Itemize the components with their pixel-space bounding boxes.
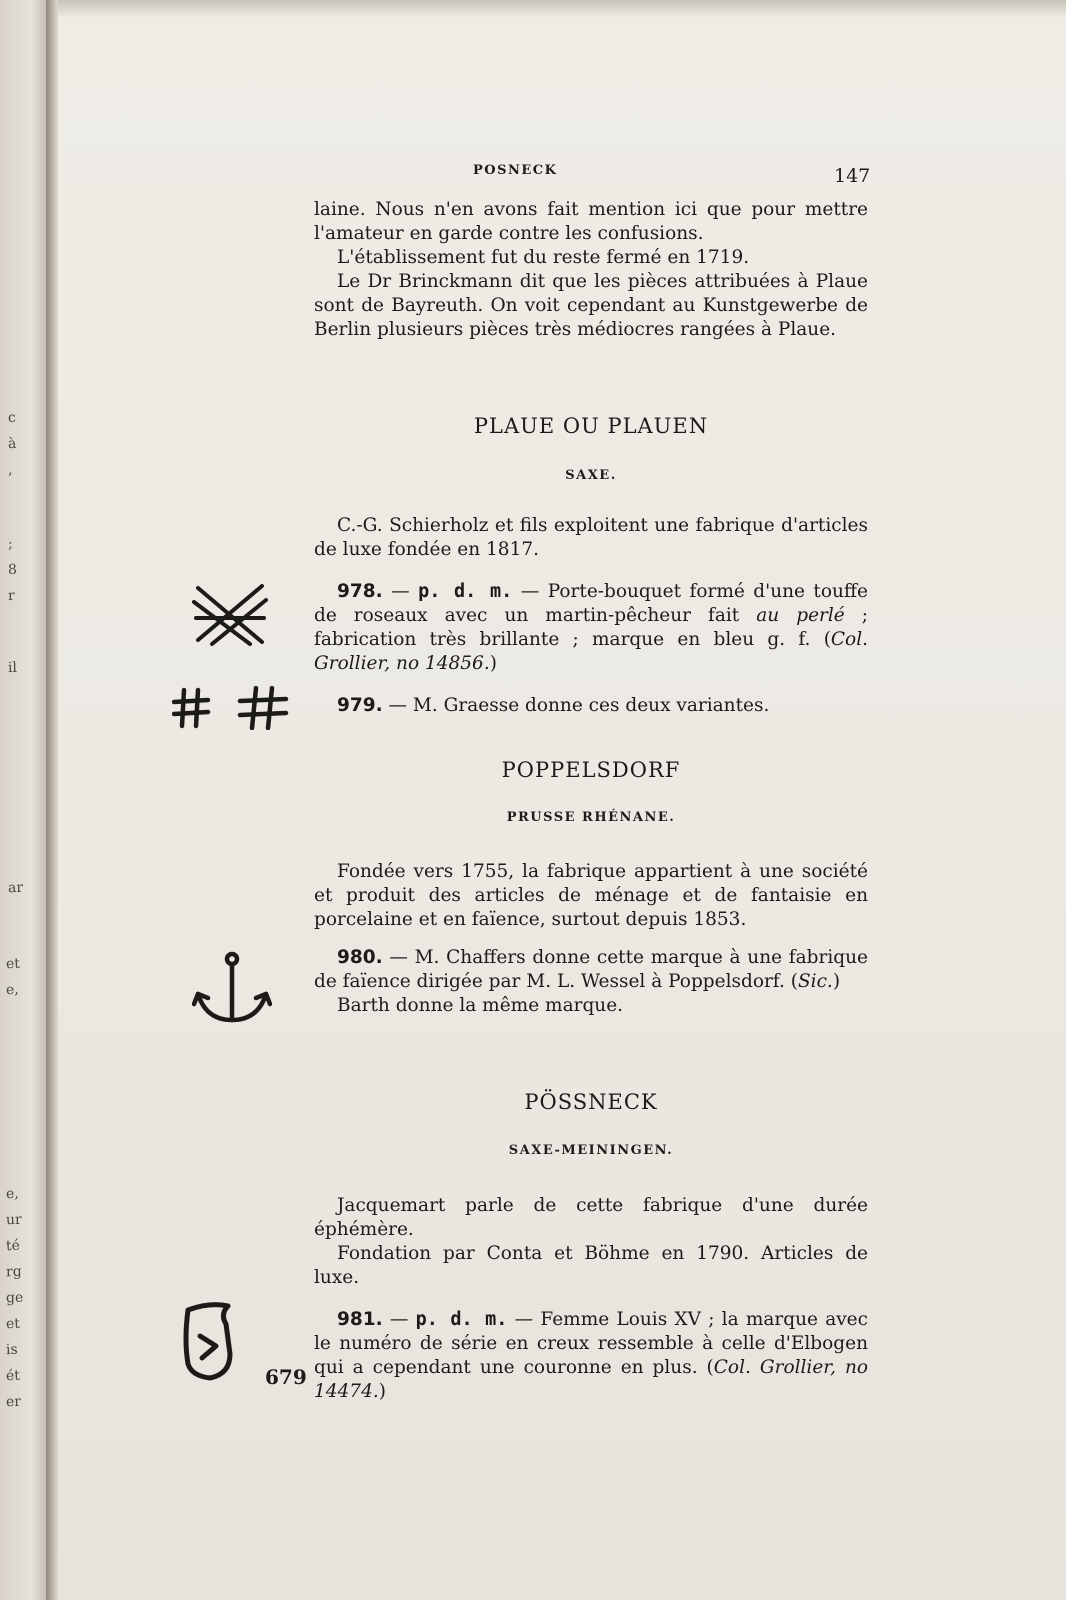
intro-paragraph-2: L'établissement fut du reste fermé en 1719. — [337, 247, 750, 268]
region-saxe: SAXE. — [565, 468, 617, 483]
page-number: 147 — [834, 165, 871, 187]
entry-978: 978. — p. d. m. — Porte-bouquet formé d'une touffe de roseaux avec un martin-pêcheur fait au perlé ; fabrication très brillante ; marque en bleu g. f. (Col. Grollier, no 14856.) — [314, 581, 869, 674]
entry-980: 980. — M. Chaffers donne cette marque à une fabrique de faïence dirigée par M. L. Wessel à Poppelsdorf. (Sic.) Barth donne la même marque. — [314, 947, 868, 1016]
barth-note: Barth donne la même marque. — [337, 995, 624, 1016]
hash-variant-marks-icon — [172, 686, 292, 730]
entry-981: 981. — p. d. m. — Femme Louis XV ; la marque avec le numéro de série en creux ressemble à celle d'Elbogen qui a cependant une couronne en plus. (Col. Grollier, no 14474.) — [314, 1309, 869, 1402]
running-head: POSNECK — [473, 163, 558, 178]
region-prusse-rhenane: PRUSSE RHÉNANE. — [506, 810, 676, 825]
poppelsdorf-paragraph: Fondée vers 1755, la fabrique appartient à une société et produit des articles de ménage et de fantaisie en porcelaine et en faïence, surtout depuis 1853. — [314, 861, 868, 930]
possneck-paragraphs: Jacquemart parle de cette fabrique d'une durée éphémère. Fondation par Conta et Böhme en 1790. Articles de luxe. — [314, 1195, 868, 1288]
intro-text — [314, 198, 868, 342]
intro-paragraph-1: laine. Nous n'en avons fait mention ici que pour mettre l'amateur en garde contre les confusions. — [314, 199, 868, 244]
heading-poppelsdorf: POPPELSDORF — [501, 758, 681, 782]
heading-plaue: PLAUE OU PLAUEN — [473, 414, 709, 438]
left-page-fragments: c à , ; 8 r il ar et e, e, ur té rg ge et is ét er — [5, 409, 24, 1411]
heading-possneck: PÖSSNECK — [524, 1090, 658, 1114]
crossed-reeds-mark-icon — [190, 580, 270, 650]
region-saxe-meiningen: SAXE-MEININGEN. — [508, 1143, 674, 1158]
anchor-mark-icon — [192, 950, 272, 1030]
shield-mark-icon — [180, 1300, 244, 1384]
page-top-edge — [58, 0, 1066, 18]
serial-number-mark: 679 — [265, 1365, 307, 1389]
entry-979: 979. — M. Graesse donne ces deux variantes. — [337, 695, 770, 716]
intro-paragraph-3: Le Dr Brinckmann dit que les pièces attribuées à Plaue sont de Bayreuth. On voit cependant au Kunstgewerbe de Berlin plusieurs pièces très médiocres rangées à Plaue. — [314, 271, 868, 340]
plaue-paragraph: C.-G. Schierholz et fils exploitent une fabrique d'articles de luxe fondée en 1817. — [314, 515, 868, 560]
